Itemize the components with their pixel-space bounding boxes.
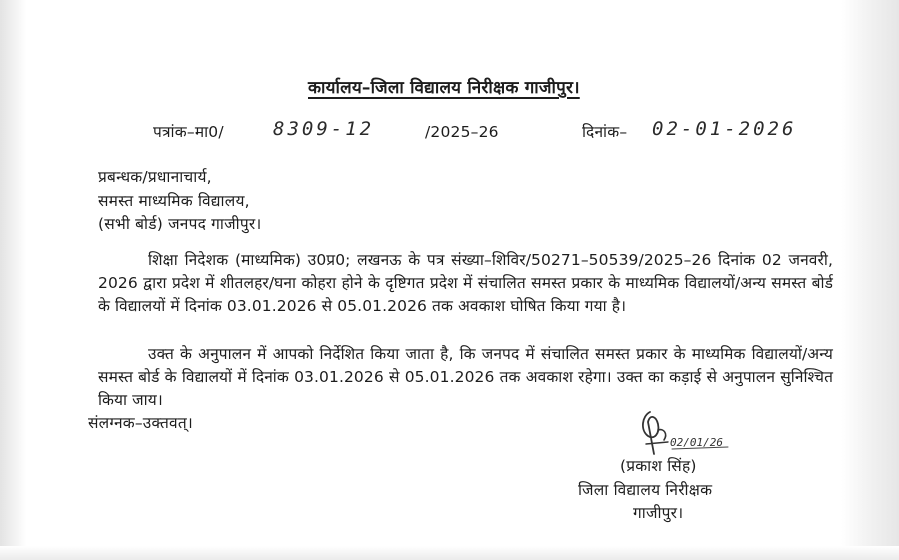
letter-date-label: दिनांक– bbox=[582, 123, 628, 141]
letter-ref-label: पत्रांक–मा0/ bbox=[153, 123, 224, 141]
handwritten-signature bbox=[628, 400, 738, 460]
body-paragraph-2: उक्त के अनुपालन में आपको निर्देशित किया जाता है, कि जनपद में संचालित समस्त प्रकार के माध्यमिक विद्यालयों/अन्य समस्त बोर्ड के विद्यालयों में दिनांक 03.01.2026 से 05.01.2026 तक अवकाश रहेगा। उक्त का कड़ाई से अनुपालन सुनिश्चित किया जाय। bbox=[98, 345, 833, 409]
signatory-title: जिला विद्यालय निरीक्षक bbox=[578, 481, 713, 499]
office-heading: कार्यालय–जिला विद्यालय निरीक्षक गाजीपुर। bbox=[308, 78, 580, 98]
signatory-place: गाजीपुर। bbox=[633, 504, 684, 522]
letter-ref-number-handwritten: 8309-12 bbox=[273, 118, 375, 140]
addressee-line-1: प्रबन्धक/प्रधानाचार्य, bbox=[98, 168, 212, 186]
page-left-edge-shadow bbox=[0, 0, 26, 560]
signature-date-handwritten: 02/01/26 bbox=[670, 436, 723, 449]
addressee-line-2: समस्त माध्यमिक विद्यालय, bbox=[98, 192, 250, 210]
letter-date-handwritten: 02-01-2026 bbox=[652, 118, 797, 140]
body-paragraph-1: शिक्षा निदेशक (माध्यमिक) उ0प्र0; लखनऊ के पत्र संख्या–शिविर/50271–50539/2025–26 दिनांक 02 जनवरी, 2026 द्वारा प्रदेश में शीतलहर/घना कोहरा होने के दृष्टिगत प्रदेश में संचालित समस्त प्रकार के माध्यमिक विद्यालयों/अन्य समस्त बोर्ड के विद्यालयों में दिनांक 03.01.2026 से 05.01.2026 तक अवकाश घोषित किया गया है। bbox=[98, 251, 833, 315]
page-right-edge-shadow bbox=[841, 0, 899, 560]
addressee-line-3: (सभी बोर्ड) जनपद गाजीपुर। bbox=[98, 215, 262, 233]
letter-ref-year: /2025–26 bbox=[425, 123, 499, 141]
page-bottom-edge-shadow bbox=[0, 546, 899, 560]
enclosure-note: संलग्नक–उक्तवत्। bbox=[88, 414, 193, 432]
signatory-name: (प्रकाश सिंह) bbox=[620, 457, 697, 475]
